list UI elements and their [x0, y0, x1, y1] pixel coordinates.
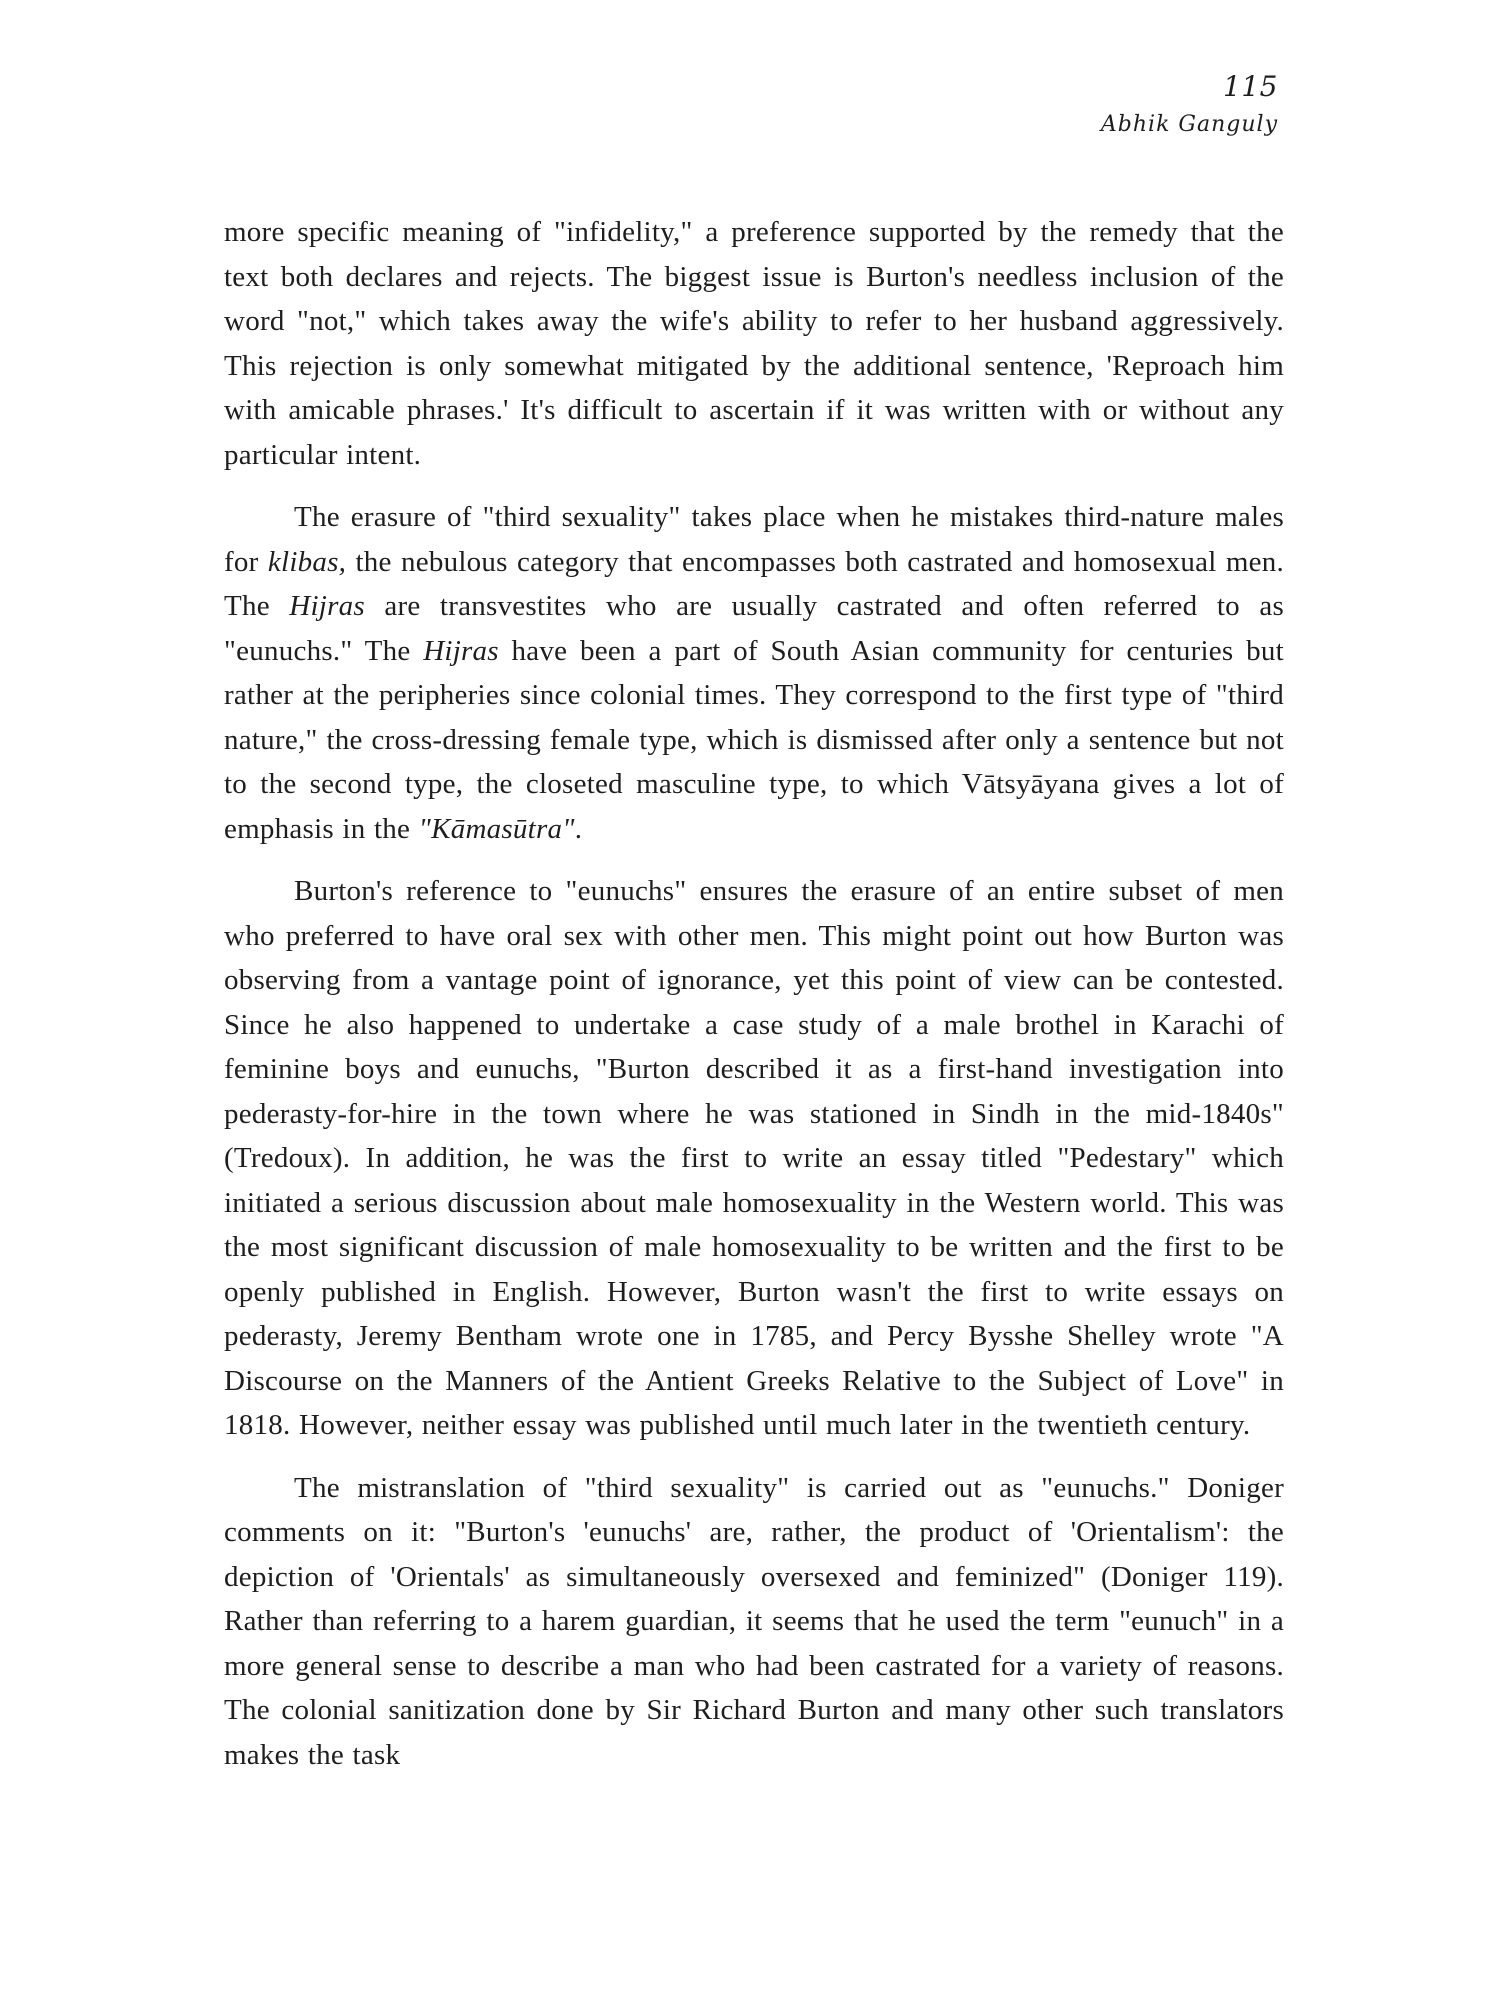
paragraph-1 — [224, 210, 1284, 477]
term-klibas: klibas, — [267, 545, 347, 578]
term-hijras: Hijras — [423, 634, 499, 667]
paragraph-4 — [224, 1466, 1284, 1778]
running-head-author: Abhik Ganguly — [1100, 112, 1278, 137]
body-text — [224, 210, 1284, 1777]
paragraph-2 — [224, 495, 1284, 851]
title-kamasutra: "Kāmasūtra" — [418, 812, 575, 845]
paragraph-2-text-4: have been a part of South Asian community for centuries but rather at the peripheries since colonial times. They correspond to the first type of "third nature," the cross-dressing female type, which is dismissed after only a sentence but not to the second type, the closeted masculine type, to which Vātsyāyana gives a lot of emphasis in the — [224, 634, 1284, 845]
running-head — [1101, 70, 1278, 140]
paragraph-4-text: The mistranslation of "third sexuality" is carried out as "eunuchs." Doniger comments on it: "Burton's 'eunuchs' are, rather, the product of 'Orientalism': the depiction of 'Orientals' as simultaneously oversexed and feminized" (Doniger 119). Rather than referring to a harem guardian, it seems that he used the term "eunuch" in a more general sense to describe a man who had been castrated for a variety of reasons. The colonial sanitization done by Sir Richard Burton and many other such translators makes the task — [224, 1471, 1284, 1771]
paragraph-3 — [224, 869, 1284, 1448]
page-number: 115 — [1223, 70, 1278, 103]
paragraph-1-text: more specific meaning of "infidelity," a preference supported by the remedy that the text both declares and rejects. The biggest issue is Burton's needless inclusion of the word "not," which takes away the wife's ability to refer to her husband aggressively. This rejection is only somewhat mitigated by the additional sentence, 'Reproach him with amicable phrases.' It's difficult to ascertain if it was written with or without any particular intent. — [224, 216, 1284, 471]
paragraph-2-text-5: . — [574, 812, 583, 845]
paragraph-2-text-1: The erasure of "third sexuality" takes place when he mistakes third-nature males for — [224, 501, 1284, 578]
term-hijras: Hijras — [289, 590, 365, 622]
paragraph-3-text: Burton's reference to "eunuchs" ensures the erasure of an entire subset of men who preferred to have oral sex with other men. This might point out how Burton was observing from a vantage point of ignorance, yet this point of view can be contested. Since he also happened to undertake a case study of a male brothel in Karachi of feminine boys and eunuchs, "Burton described it as a first-hand investigation into pederasty-for-hire in the town where he was stationed in Sindh in the mid-1840s" (Tredoux). In addition, he was the first to write an essay titled "Pedestary" which initiated a serious discussion about male homosexuality in the Western world. This was the most significant discussion of male homosexuality to be written and the first to be openly published in English. However, Burton wasn't the first to write essays on pederasty, Jeremy Bentham wrote one in 1785, and Percy Bysshe Shelley wrote "A Discourse on the Manners of the Antient Greeks Relative to the Subject of Love" in 1818. However, neither essay was published until much later in the twentieth century. — [224, 875, 1284, 1441]
paragraph-2-text-2: the nebulous category that encompasses both castrated and homosexual men. The — [224, 545, 1284, 622]
paragraph-2-text-3: are transvestites who are usually castrated and often referred to as "eunuchs." The — [224, 590, 1284, 667]
